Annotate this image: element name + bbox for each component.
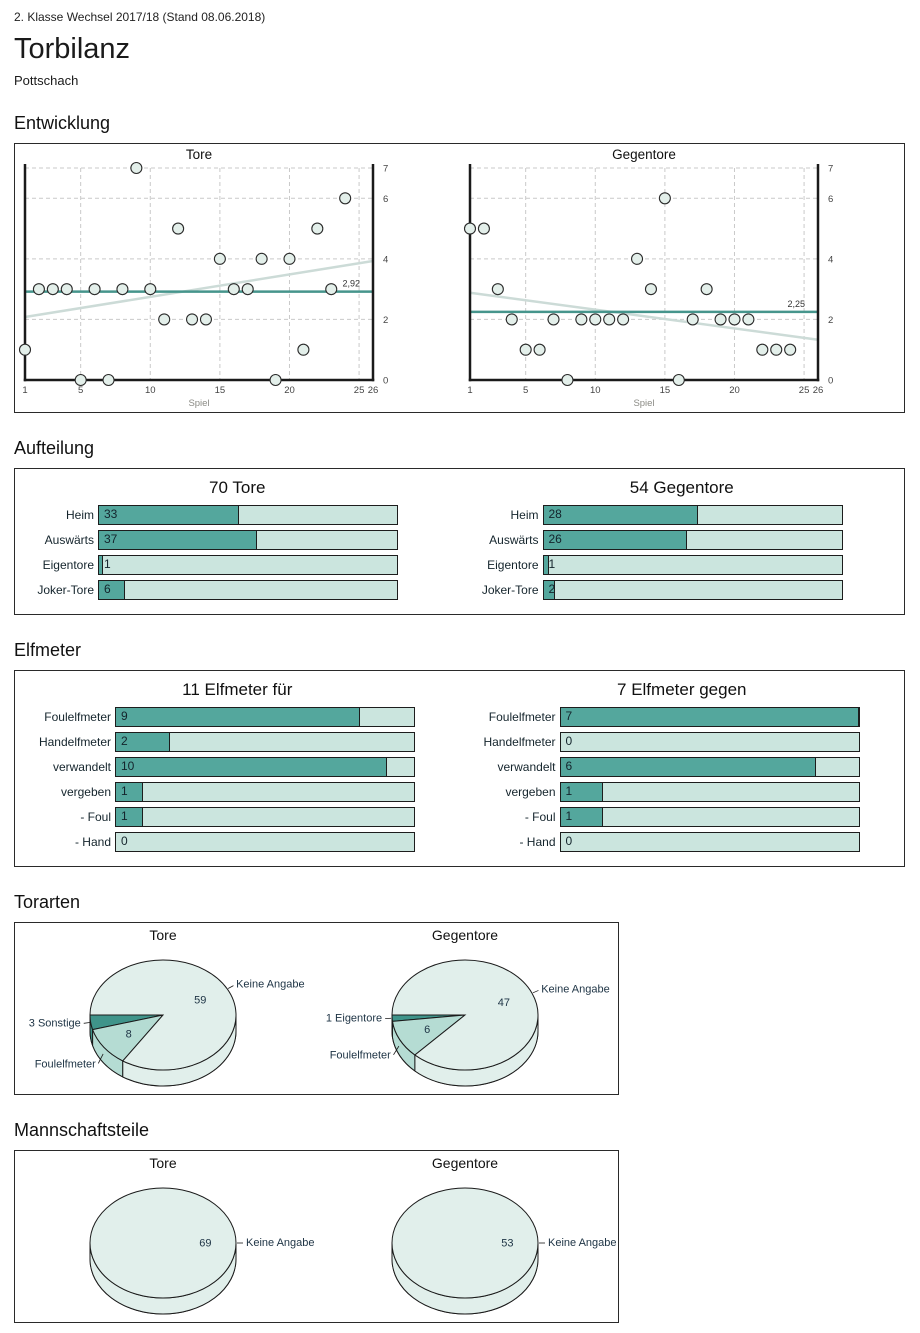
bar-fill bbox=[99, 506, 239, 524]
bar-row bbox=[460, 732, 905, 752]
bar-chart-title: 7 Elfmeter gegen bbox=[460, 680, 905, 700]
bar-value: 0 bbox=[566, 834, 573, 848]
pie-slice bbox=[90, 1188, 236, 1298]
data-point bbox=[590, 314, 601, 325]
data-point bbox=[145, 284, 156, 295]
x-tick-label: 10 bbox=[590, 385, 601, 396]
bar-value: 26 bbox=[549, 532, 562, 546]
data-point bbox=[632, 253, 643, 264]
bar-row bbox=[460, 707, 905, 727]
trend-line bbox=[25, 261, 373, 317]
bar-fill bbox=[99, 556, 103, 574]
bar-label: vergeben bbox=[15, 785, 115, 799]
bar-chart-tore bbox=[15, 476, 460, 605]
bar-row bbox=[460, 555, 905, 575]
data-point bbox=[159, 314, 170, 325]
bar-chart-gegentore bbox=[460, 476, 905, 605]
bar-fill bbox=[116, 758, 387, 776]
scatter-chart-tore bbox=[15, 144, 460, 412]
x-tick-label: 26 bbox=[813, 385, 824, 396]
bar-label: Eigentore bbox=[460, 558, 543, 572]
bar-label: Joker-Tore bbox=[15, 583, 98, 597]
y-tick-label: 2 bbox=[383, 315, 388, 326]
data-point bbox=[673, 375, 684, 386]
bar-row bbox=[15, 732, 460, 752]
x-tick-label: 5 bbox=[523, 385, 528, 396]
bar-track bbox=[560, 807, 860, 827]
bar-label: verwandelt bbox=[15, 760, 115, 774]
pie-inner-value: 69 bbox=[199, 1238, 211, 1250]
bar-row bbox=[15, 782, 460, 802]
bar-fill bbox=[544, 506, 699, 524]
bar-track bbox=[543, 555, 843, 575]
data-point bbox=[757, 344, 768, 355]
bar-value: 6 bbox=[566, 759, 573, 773]
bar-value: 0 bbox=[121, 834, 128, 848]
bar-track bbox=[560, 832, 860, 852]
bar-value: 2 bbox=[121, 734, 128, 748]
x-axis-label: Spiel bbox=[633, 398, 654, 409]
bar-track bbox=[560, 732, 860, 752]
bar-value: 1 bbox=[121, 784, 128, 798]
bar-value: 2 bbox=[549, 582, 556, 596]
bar-label: Auswärts bbox=[460, 533, 543, 547]
trend-line bbox=[470, 293, 818, 340]
y-tick-label: 6 bbox=[828, 194, 833, 205]
mean-value-label: 2,92 bbox=[342, 279, 360, 289]
data-point bbox=[256, 253, 267, 264]
data-point bbox=[326, 284, 337, 295]
bar-row bbox=[15, 832, 460, 852]
data-point bbox=[214, 253, 225, 264]
bar-value: 0 bbox=[566, 734, 573, 748]
pie-outer-label: 1 Eigentore bbox=[326, 1013, 382, 1025]
bar-track bbox=[543, 530, 843, 550]
x-tick-label: 1 bbox=[467, 385, 472, 396]
section-heading-entwicklung: Entwicklung bbox=[14, 113, 906, 134]
data-point bbox=[729, 314, 740, 325]
bar-row bbox=[15, 807, 460, 827]
bar-row bbox=[460, 832, 905, 852]
entwicklung-panel bbox=[14, 143, 905, 413]
data-point bbox=[520, 344, 531, 355]
data-point bbox=[75, 375, 86, 386]
pie-chart-mannschaftsteile-gegentore bbox=[317, 1151, 619, 1322]
data-point bbox=[312, 223, 323, 234]
bar-track bbox=[115, 732, 415, 752]
data-point bbox=[103, 375, 114, 386]
bar-chart-title: 54 Gegentore bbox=[460, 478, 905, 498]
bar-row bbox=[15, 580, 460, 600]
bar-track bbox=[98, 505, 398, 525]
x-tick-label: 26 bbox=[368, 385, 379, 396]
bar-track bbox=[115, 757, 415, 777]
bar-track bbox=[115, 782, 415, 802]
bar-row bbox=[15, 707, 460, 727]
section-heading-torarten: Torarten bbox=[14, 892, 906, 913]
bar-track bbox=[115, 707, 415, 727]
bar-track bbox=[98, 530, 398, 550]
pie-svg bbox=[15, 923, 317, 1094]
data-point bbox=[534, 344, 545, 355]
chart-title: Gegentore bbox=[432, 1155, 498, 1171]
team-name: Pottschach bbox=[14, 73, 906, 88]
data-point bbox=[117, 284, 128, 295]
pie-outer-label: Keine Angabe bbox=[246, 1237, 315, 1249]
chart-title: Tore bbox=[149, 1155, 176, 1171]
bar-track bbox=[543, 505, 843, 525]
pie-slice bbox=[392, 1188, 538, 1298]
bar-value: 1 bbox=[566, 784, 573, 798]
data-point bbox=[47, 284, 58, 295]
data-point bbox=[576, 314, 587, 325]
bar-value: 1 bbox=[566, 809, 573, 823]
y-tick-label: 4 bbox=[383, 254, 388, 265]
bar-label: Auswärts bbox=[15, 533, 98, 547]
bar-track bbox=[543, 580, 843, 600]
bar-value: 6 bbox=[104, 582, 111, 596]
scatter-chart-gegentore bbox=[460, 144, 905, 412]
pie-outer-label: Keine Angabe bbox=[541, 984, 610, 996]
bar-fill bbox=[116, 708, 360, 726]
pie-chart-torarten-tore bbox=[15, 923, 317, 1094]
data-point bbox=[548, 314, 559, 325]
bar-value: 7 bbox=[566, 709, 573, 723]
pie-outer-label: 3 Sonstige bbox=[29, 1018, 81, 1030]
data-point bbox=[20, 344, 31, 355]
chart-title: Gegentore bbox=[612, 147, 676, 162]
data-point bbox=[785, 344, 796, 355]
bar-fill bbox=[561, 758, 816, 776]
bar-label: Handelfmeter bbox=[460, 735, 560, 749]
x-tick-label: 5 bbox=[78, 385, 83, 396]
pie-svg bbox=[317, 1151, 619, 1322]
pie-outer-label: Keine Angabe bbox=[548, 1237, 617, 1249]
y-tick-label: 7 bbox=[828, 164, 833, 175]
bar-value: 1 bbox=[549, 557, 556, 571]
bar-row bbox=[15, 505, 460, 525]
pie-outer-label: Foulelfmeter bbox=[330, 1050, 391, 1062]
x-tick-label: 10 bbox=[145, 385, 156, 396]
y-tick-label: 7 bbox=[383, 164, 388, 175]
pie-inner-value: 53 bbox=[501, 1238, 513, 1250]
data-point bbox=[187, 314, 198, 325]
league-line: 2. Klasse Wechsel 2017/18 (Stand 08.06.2018) bbox=[14, 10, 906, 24]
bar-label: Foulelfmeter bbox=[15, 710, 115, 724]
data-point bbox=[340, 193, 351, 204]
data-point bbox=[298, 344, 309, 355]
pie-label-leader bbox=[228, 986, 233, 989]
data-point bbox=[771, 344, 782, 355]
pie-chart-torarten-gegentore bbox=[317, 923, 619, 1094]
bar-chart-title: 70 Tore bbox=[15, 478, 460, 498]
x-tick-label: 15 bbox=[215, 385, 226, 396]
bar-value: 9 bbox=[121, 709, 128, 723]
pie-inner-value: 6 bbox=[424, 1024, 430, 1036]
bar-track bbox=[115, 832, 415, 852]
data-point bbox=[645, 284, 656, 295]
data-point bbox=[242, 284, 253, 295]
pie-label-leader bbox=[533, 990, 539, 992]
section-heading-aufteilung: Aufteilung bbox=[14, 438, 906, 459]
bar-label: verwandelt bbox=[460, 760, 560, 774]
data-point bbox=[562, 375, 573, 386]
x-tick-label: 20 bbox=[729, 385, 740, 396]
bar-chart-title: 11 Elfmeter für bbox=[15, 680, 460, 700]
data-point bbox=[465, 223, 476, 234]
bar-label: - Hand bbox=[15, 835, 115, 849]
bar-label: Heim bbox=[460, 508, 543, 522]
bar-fill bbox=[99, 531, 257, 549]
data-point bbox=[173, 223, 184, 234]
bar-value: 37 bbox=[104, 532, 117, 546]
bar-fill bbox=[544, 531, 687, 549]
y-tick-label: 4 bbox=[828, 254, 833, 265]
page-title: Torbilanz bbox=[14, 33, 906, 66]
mannschaftsteile-panel bbox=[14, 1150, 619, 1323]
bar-fill bbox=[99, 581, 125, 599]
bar-row bbox=[460, 782, 905, 802]
bar-label: - Foul bbox=[460, 810, 560, 824]
bar-value: 1 bbox=[104, 557, 111, 571]
pie-outer-label: Keine Angabe bbox=[236, 979, 305, 991]
data-point bbox=[61, 284, 72, 295]
data-point bbox=[270, 375, 281, 386]
bar-fill bbox=[561, 708, 859, 726]
bar-label: Heim bbox=[15, 508, 98, 522]
data-point bbox=[506, 314, 517, 325]
bar-label: Eigentore bbox=[15, 558, 98, 572]
section-heading-elfmeter: Elfmeter bbox=[14, 640, 906, 661]
bar-chart-elfmeter-fuer bbox=[15, 678, 460, 857]
bar-row bbox=[15, 555, 460, 575]
mean-value-label: 2,25 bbox=[787, 299, 805, 309]
bar-value: 28 bbox=[549, 507, 562, 521]
bar-track bbox=[115, 807, 415, 827]
torarten-panel bbox=[14, 922, 619, 1095]
scatter-svg bbox=[15, 144, 460, 412]
bar-label: - Foul bbox=[15, 810, 115, 824]
pie-label-leader bbox=[84, 1023, 90, 1024]
bar-row bbox=[460, 580, 905, 600]
bar-chart-elfmeter-gegen bbox=[460, 678, 905, 857]
bar-label: Foulelfmeter bbox=[460, 710, 560, 724]
bar-track bbox=[560, 707, 860, 727]
x-tick-label: 20 bbox=[284, 385, 295, 396]
y-tick-label: 0 bbox=[383, 376, 388, 387]
pie-svg bbox=[15, 1151, 317, 1322]
pie-inner-value: 47 bbox=[498, 997, 510, 1009]
y-tick-label: 2 bbox=[828, 315, 833, 326]
chart-title: Tore bbox=[186, 147, 212, 162]
x-tick-label: 1 bbox=[22, 385, 27, 396]
data-point bbox=[701, 284, 712, 295]
aufteilung-panel bbox=[14, 468, 905, 615]
data-point bbox=[618, 314, 629, 325]
bar-row bbox=[15, 757, 460, 777]
bar-label: - Hand bbox=[460, 835, 560, 849]
bar-row bbox=[460, 530, 905, 550]
chart-title: Gegentore bbox=[432, 927, 498, 943]
data-point bbox=[659, 193, 670, 204]
x-tick-label: 25 bbox=[799, 385, 810, 396]
data-point bbox=[715, 314, 726, 325]
bar-track bbox=[98, 555, 398, 575]
y-tick-label: 6 bbox=[383, 194, 388, 205]
pie-chart-mannschaftsteile-tore bbox=[15, 1151, 317, 1322]
section-heading-mannschaftsteile: Mannschaftsteile bbox=[14, 1120, 906, 1141]
pie-outer-label: Foulelfmeter bbox=[35, 1059, 96, 1071]
data-point bbox=[89, 284, 100, 295]
scatter-svg bbox=[460, 144, 905, 412]
y-tick-label: 0 bbox=[828, 376, 833, 387]
bar-value: 1 bbox=[121, 809, 128, 823]
pie-inner-value: 59 bbox=[194, 994, 206, 1006]
data-point bbox=[200, 314, 211, 325]
bar-label: Joker-Tore bbox=[460, 583, 543, 597]
elfmeter-panel bbox=[14, 670, 905, 867]
x-axis-label: Spiel bbox=[188, 398, 209, 409]
data-point bbox=[743, 314, 754, 325]
data-point bbox=[33, 284, 44, 295]
bar-value: 33 bbox=[104, 507, 117, 521]
bar-label: Handelfmeter bbox=[15, 735, 115, 749]
bar-row bbox=[460, 505, 905, 525]
data-point bbox=[604, 314, 615, 325]
data-point bbox=[687, 314, 698, 325]
bar-value: 10 bbox=[121, 759, 134, 773]
bar-track bbox=[98, 580, 398, 600]
bar-row bbox=[15, 530, 460, 550]
data-point bbox=[478, 223, 489, 234]
data-point bbox=[284, 253, 295, 264]
bar-row bbox=[460, 757, 905, 777]
data-point bbox=[492, 284, 503, 295]
bar-track bbox=[560, 757, 860, 777]
pie-inner-value: 8 bbox=[126, 1028, 132, 1040]
bar-label: vergeben bbox=[460, 785, 560, 799]
chart-title: Tore bbox=[149, 927, 176, 943]
bar-row bbox=[460, 807, 905, 827]
data-point bbox=[131, 163, 142, 174]
data-point bbox=[228, 284, 239, 295]
pie-svg bbox=[317, 923, 619, 1094]
x-tick-label: 15 bbox=[660, 385, 671, 396]
bar-track bbox=[560, 782, 860, 802]
x-tick-label: 25 bbox=[354, 385, 365, 396]
